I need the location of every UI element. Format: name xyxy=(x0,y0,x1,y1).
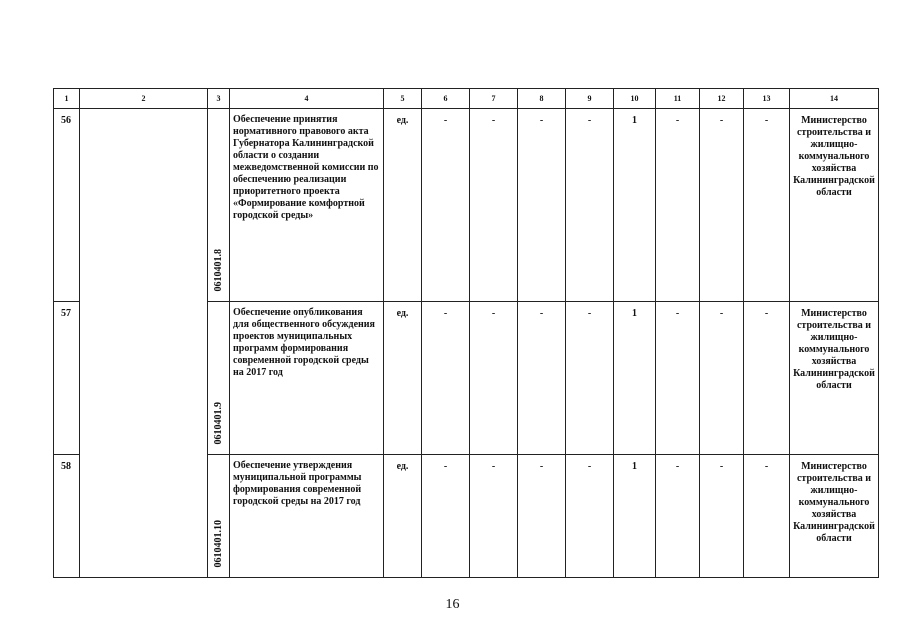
row-value: - xyxy=(744,109,790,302)
row-value: - xyxy=(518,302,566,455)
merged-empty-cell xyxy=(80,109,208,578)
table-row xyxy=(54,109,879,302)
row-description: Обеспечение принятия нормативного правового акта Губернатора Калининградской области о создании межведомственной комиссии по обеспечению реализации приоритетного проекта «Формирование комфортной городской среды» xyxy=(230,109,384,302)
row-unit: ед. xyxy=(384,455,422,578)
header-cell: 3 xyxy=(208,89,230,109)
header-cell: 1 xyxy=(54,89,80,109)
code-cell xyxy=(208,109,230,302)
header-cell: 9 xyxy=(566,89,614,109)
code-cell xyxy=(208,302,230,455)
row-value: 1 xyxy=(614,302,656,455)
row-value: - xyxy=(470,455,518,578)
header-cell: 4 xyxy=(230,89,384,109)
row-value: - xyxy=(656,302,700,455)
row-value: - xyxy=(422,302,470,455)
row-value: - xyxy=(422,109,470,302)
row-unit: ед. xyxy=(384,109,422,302)
row-number: 56 xyxy=(54,109,80,302)
row-ministry: Министерство строительства и жилищно-коммунального хозяйства Калининградской области xyxy=(790,109,879,302)
row-value: - xyxy=(656,455,700,578)
header-cell: 2 xyxy=(80,89,208,109)
row-number: 57 xyxy=(54,302,80,455)
row-value: - xyxy=(656,109,700,302)
header-cell: 14 xyxy=(790,89,879,109)
header-row xyxy=(54,89,879,109)
row-value: - xyxy=(700,455,744,578)
row-value: - xyxy=(566,455,614,578)
row-description: Обеспечение опубликования для общественного обсуждения проектов муниципальных программ формирования современной городской среды на 2017 год xyxy=(230,302,384,455)
row-value: - xyxy=(566,109,614,302)
row-value: 1 xyxy=(614,109,656,302)
row-number: 58 xyxy=(54,455,80,578)
page-number: 16 xyxy=(445,597,460,612)
row-value: 1 xyxy=(614,455,656,578)
header-cell: 11 xyxy=(656,89,700,109)
header-cell: 7 xyxy=(470,89,518,109)
row-code: 0610401.10 xyxy=(212,519,224,567)
row-description: Обеспечение утверждения муниципальной программы формирования современной городской среды на 2017 год xyxy=(230,455,384,578)
row-code: 0610401.9 xyxy=(212,401,224,444)
program-table xyxy=(53,88,879,578)
row-value: - xyxy=(744,455,790,578)
row-value: - xyxy=(518,455,566,578)
header-cell: 6 xyxy=(422,89,470,109)
row-value: - xyxy=(566,302,614,455)
row-value: - xyxy=(470,109,518,302)
row-value: - xyxy=(744,302,790,455)
row-ministry: Министерство строительства и жилищно-коммунального хозяйства Калининградской области xyxy=(790,455,879,578)
row-value: - xyxy=(518,109,566,302)
code-cell xyxy=(208,455,230,578)
row-value: - xyxy=(470,302,518,455)
row-value: - xyxy=(422,455,470,578)
header-cell: 12 xyxy=(700,89,744,109)
header-cell: 13 xyxy=(744,89,790,109)
header-cell: 10 xyxy=(614,89,656,109)
header-cell: 8 xyxy=(518,89,566,109)
row-ministry: Министерство строительства и жилищно-коммунального хозяйства Калининградской области xyxy=(790,302,879,455)
header-cell: 5 xyxy=(384,89,422,109)
row-unit: ед. xyxy=(384,302,422,455)
row-code: 0610401.8 xyxy=(212,248,224,291)
row-value: - xyxy=(700,302,744,455)
row-value: - xyxy=(700,109,744,302)
